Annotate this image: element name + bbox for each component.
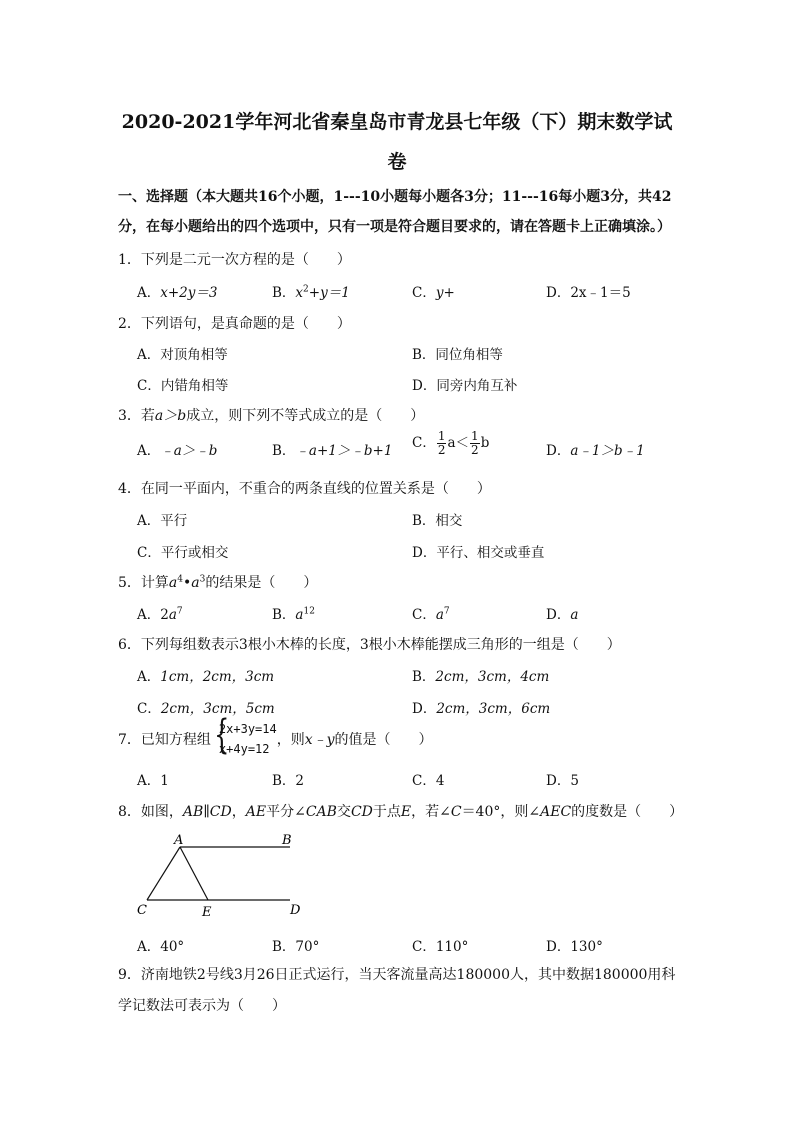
point-label-a: A [174,833,184,848]
q2-option-d: D．同旁内角互补 [412,378,518,394]
q4-option-d: D．平行、相交或垂直 [412,545,545,561]
q2-stem: 2．下列语句，是真命题的是（ ） [118,316,351,332]
q4-option-c: C．平行或相交 [137,545,229,561]
q1-option-a: A．x+2y＝3 [137,285,218,301]
q2-option-b: B．同位角相等 [412,347,503,363]
q3-option-c: C． $\frac{1}{2}$ a＜ $\frac{1}{2}$ b [412,429,490,457]
q7-option-b: B．2 [272,773,305,789]
q7-option-a: A．1 [137,773,169,789]
q5-option-d: D．a [546,607,579,623]
q5-option-b: B．$a^{12}$ [272,606,315,623]
geometry-figure [130,830,310,922]
section-header [118,182,678,242]
q2-option-c: C．内错角相等 [137,378,229,394]
q9-stem-line1: 9．济南地铁2号线3月26日正式运行，当天客流量高达180000人，其中数据180000用科 [118,967,676,983]
q4-option-a: A．平行 [137,513,188,529]
q6-stem: 6．下列每组数表示3根小木棒的长度，3根小木棒能摆成三角形的一组是（ ） [118,637,621,653]
q3-stem: 3．若a＞b成立，则下列不等式成立的是（ ） [118,408,425,424]
q8-option-c: C．110° [412,939,469,955]
q3-option-a: A．﹣a＞﹣b [137,443,218,459]
section-header-line2: 分，在每小题给出的四个选项中，只有一项是符合题目要求的，请在答题卡上正确填涂。） [118,219,671,235]
q1-option-c: C．y+ [412,285,455,301]
q7-option-d: D．5 [546,773,579,789]
q1-option-d: D．2x﹣1＝5 [546,285,631,301]
q1-option-b: B．$x^2+y=1$ [272,284,350,301]
fraction-half: $\frac{1}{2}$ [437,429,446,457]
q9-stem-line2: 学记数法可表示为（ ） [118,998,286,1014]
q7-option-c: C．4 [412,773,445,789]
line-ae [180,847,208,900]
q5-option-c: C．$a^7$ [412,606,450,623]
q5-option-a: A．$2a^7$ [137,606,183,623]
q4-stem: 4．在同一平面内，不重合的两条直线的位置关系是（ ） [118,481,491,497]
q6-option-d: D．2cm，3cm，6cm [412,701,551,717]
q6-option-c: C．2cm，3cm，5cm [137,701,275,717]
point-label-c: C [137,903,147,918]
point-label-b: B [282,833,292,848]
q8-stem: 8．如图，AB∥CD，AE平分∠CAB交CD于点E，若∠C＝40°，则∠AEC的度数是（ ） [118,804,684,820]
q4-option-b: B．相交 [412,513,463,529]
section-header-line1: 一、选择题（本大题共16个小题，1---10小题每小题各3分；11---16每小题3分，共42 [118,189,672,205]
q6-option-b: B．2cm，3cm，4cm [412,669,550,685]
q8-option-b: B．70° [272,939,320,955]
q9-stem [118,960,678,1022]
q6-option-a: A．1cm，2cm，3cm [137,669,275,685]
q7-stem: 7．已知方程组 { 2x+3y=14 x+4y=12 ，则x﹣y的值是（ ） [118,712,433,758]
q3-option-d: D．a﹣1＞b﹣1 [546,443,645,459]
page-title-line1: 2020-2021学年河北省秦皇岛市青龙县七年级（下）期末数学试 [121,111,673,133]
page-title-line2: 卷 [387,151,407,173]
q1-stem: 1．下列是二元一次方程的是（ ） [118,252,351,268]
equation-system: { 2x+3y=14 x+4y=12 [214,712,277,758]
line-ac [147,847,180,900]
q2-option-a: A．对顶角相等 [137,347,228,363]
q3-option-b: B．﹣a+1＞﹣b+1 [272,443,393,459]
q5-stem: 5．计算$a^4•a^3$的结果是（ ） [118,574,318,591]
point-label-e: E [202,905,212,920]
q8-option-d: D．130° [546,939,603,955]
point-label-d: D [290,903,301,918]
left-brace-icon: { [214,712,230,758]
q8-option-a: A．40° [137,939,185,955]
fraction-half: $\frac{1}{2}$ [471,429,479,457]
